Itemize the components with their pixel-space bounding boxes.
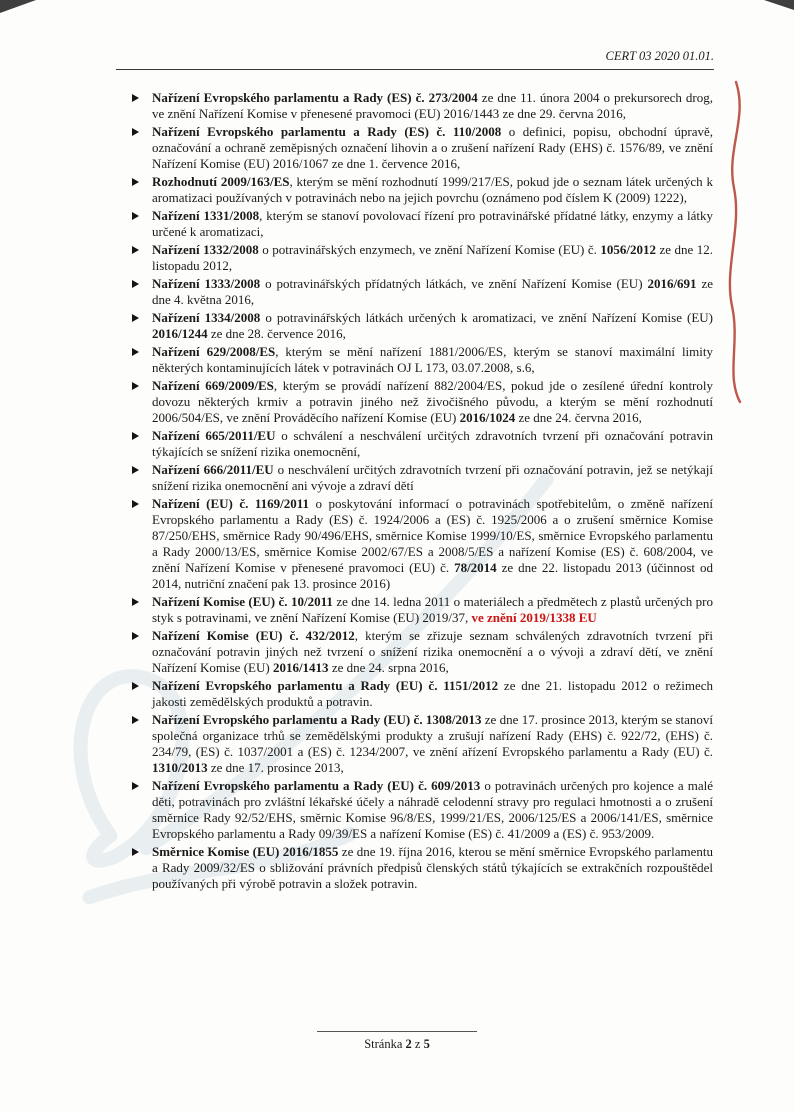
document-header bbox=[116, 49, 714, 64]
regulation-text: ze dne 11. února 2004 o prekursorech drog, ve znění Nařízení Komise v přenesené pravomoci (EU) 2016/1443 ze dne 29. června 2016, bbox=[152, 90, 713, 121]
regulation-reference: Nařízení Evropského parlamentu a Rady (EU) č. 609/2013 bbox=[152, 778, 481, 793]
arrow-bullet-icon bbox=[132, 348, 139, 356]
regulation-reference: 2016/1244 bbox=[152, 326, 208, 341]
regulation-reference: Nařízení Evropského parlamentu a Rady (ES) č. 110/2008 bbox=[152, 124, 502, 139]
regulation-text: o potravinářských přídatných látkách, ve znění Nařízení Komise (EU) bbox=[260, 276, 648, 291]
regulation-text: o poskytování informací o potravinách spotřebitelům, o změně nařízení Evropského parlamentu a Rady (ES) č. 1924/2006 a (ES) č. 1925/2006 a o zrušení směrnice Komise 87/250/EHS, směrnice Rady 90/496/EHS, směrnice Komise 1999/10/ES, směrnice Evropského parlamentu a Rady 2000/13/ES, směrnice Komise 2002/67/ES a 2008/5/ES a nařízení Komise (ES) č. 608/2004, ve znění Nařízení Komise v přenesené pravomoci (EU) č. bbox=[152, 496, 713, 575]
arrow-bullet-icon bbox=[132, 314, 139, 322]
regulation-text: , kterým se stanoví povolovací řízení pro potravinářské přídatné látky, enzymy a látky určené k aromatizaci, bbox=[152, 208, 713, 239]
arrow-bullet-icon bbox=[132, 500, 139, 508]
regulation-item bbox=[131, 344, 713, 376]
regulation-reference: Nařízení 665/2011/EU bbox=[152, 428, 276, 443]
regulation-reference: Nařízení 666/2011/EU bbox=[152, 462, 274, 477]
scan-artifact-top-right bbox=[764, 0, 794, 10]
regulation-text: ze dne 28. července 2016, bbox=[207, 326, 346, 341]
regulation-item bbox=[131, 310, 713, 342]
regulation-reference: 2016/1413 bbox=[272, 660, 329, 675]
regulation-text: , kterým se provádí nařízení 882/2004/ES, pokud jde o zesílené úřední kontroly dovozu některých krmiv a potravin jiného než živočišného původu, a kterým se mění rozhodnutí 2006/504/ES, ve znění Prováděcího nařízení Komise (EU) bbox=[152, 378, 713, 425]
regulation-reference: 1056/2012 bbox=[600, 242, 656, 257]
document-code: CERT 03 2020 01.01. bbox=[605, 49, 714, 63]
regulation-item-text bbox=[152, 208, 713, 239]
regulation-list bbox=[131, 90, 713, 894]
arrow-bullet-icon bbox=[132, 848, 139, 856]
regulation-item bbox=[131, 276, 713, 308]
regulation-text: , kterým se mění rozhodnutí 1999/217/ES, pokud jde o seznam látek určených k aromatizaci používaných v potravinách nebo na jejich povrchu (oznámeno pod číslem K (2009) 1222), bbox=[152, 174, 713, 205]
regulation-text: o potravinářských enzymech, ve znění Nařízení Komise (EU) č. bbox=[258, 242, 601, 257]
regulation-reference: Nařízení Komise (EU) č. 10/2011 bbox=[152, 594, 333, 609]
regulation-text: o potravinářských látkách určených k aromatizaci, ve znění Nařízení Komise (EU) bbox=[260, 310, 713, 325]
arrow-bullet-icon bbox=[132, 280, 139, 288]
regulation-reference: Rozhodnutí 2009/163/ES bbox=[152, 174, 290, 189]
regulation-item bbox=[131, 628, 713, 676]
regulation-text: o potravinách určených pro kojence a malé děti, potravinách pro zvláštní lékařské účely a náhradě celodenní stravy pro regulaci hmotnosti a o zrušení směrnice Rady 92/52/EHS, směrnic Komise 96/8/ES, 1999/21/ES, 2006/125/ES a 2006/141/ES, směrnice Evropského parlamentu a Rady 09/39/ES a nařízení Komise (ES) č. 41/2009 a (ES) č. 953/2009. bbox=[152, 778, 713, 841]
regulation-reference: Nařízení 629/2008/ES bbox=[152, 344, 276, 359]
regulation-item-text bbox=[152, 496, 713, 591]
total-page-number: 5 bbox=[423, 1037, 430, 1051]
page-footer bbox=[0, 1037, 794, 1052]
regulation-text: ze dne 24. srpna 2016, bbox=[328, 660, 449, 675]
footer-prefix: Stránka bbox=[364, 1037, 406, 1051]
regulation-item-text bbox=[152, 712, 713, 775]
regulation-text: o definici, popisu, obchodní úpravě, označování a ochraně zeměpisných označení lihovin a o zrušení nařízení Rady (EHS) č. 1576/89, ve znění Nařízení Komise (EU) 2016/1067 ze dne 1. července 2016, bbox=[152, 124, 713, 171]
regulation-item bbox=[131, 378, 713, 426]
regulation-reference: Nařízení Evropského parlamentu a Rady (EU) č. 1151/2012 bbox=[152, 678, 499, 693]
regulation-reference: Nařízení 1332/2008 bbox=[152, 242, 259, 257]
regulation-item bbox=[131, 594, 713, 626]
regulation-item-text bbox=[152, 90, 713, 121]
regulation-item bbox=[131, 712, 713, 776]
regulation-item bbox=[131, 428, 713, 460]
arrow-bullet-icon bbox=[132, 466, 139, 474]
regulation-reference: Nařízení (EU) č. 1169/2011 bbox=[152, 496, 310, 511]
regulation-reference: 2016/1024 bbox=[459, 410, 516, 425]
regulation-item-text bbox=[152, 242, 713, 273]
regulation-reference: 2016/691 bbox=[647, 276, 697, 291]
arrow-bullet-icon bbox=[132, 632, 139, 640]
regulation-text: ze dne 4. května 2016, bbox=[152, 276, 714, 307]
regulation-text: , kterým se mění nařízení 1881/2006/ES, kterým se stanoví maximální limity některých kontaminujících látek v potravinách OJ L 173, 03.07.2008, s.6, bbox=[152, 344, 714, 375]
arrow-bullet-icon bbox=[132, 178, 139, 186]
regulation-text: ze dne 19. října 2016, kterou se mění směrnice Evropského parlamentu a Rady 2009/32/ES o sbližování právních předpisů členských států týkajících se extrakčních rozpouštědel používaných při výrobě potravin a složek potravin. bbox=[152, 844, 713, 891]
regulation-item-text bbox=[152, 594, 713, 625]
amendment-note-red: ve znění 2019/1338 EU bbox=[471, 610, 597, 625]
regulation-text: ze dne 14. ledna 2011 o materiálech a předmětech z plastů určených pro styk s potravinami, ve znění Nařízení Komise (EU) 2019/37, bbox=[152, 594, 713, 625]
regulation-item bbox=[131, 496, 713, 592]
regulation-text: ze dne 24. června 2016, bbox=[515, 410, 642, 425]
regulation-item bbox=[131, 174, 713, 206]
regulation-reference: Nařízení 1331/2008 bbox=[152, 208, 260, 223]
regulation-item bbox=[131, 844, 713, 892]
regulation-item bbox=[131, 90, 713, 122]
regulation-item-text bbox=[152, 378, 713, 425]
regulation-item-text bbox=[152, 174, 713, 205]
arrow-bullet-icon bbox=[132, 94, 139, 102]
regulation-text: o neschválení určitých zdravotních tvrzení při označování potravin, jež se netýkají snížení rizika onemocnění ani vývoje a zdraví dětí bbox=[152, 462, 714, 493]
regulation-item-text bbox=[152, 428, 713, 459]
regulation-reference: Nařízení Komise (EU) č. 432/2012 bbox=[152, 628, 355, 643]
regulation-reference: Nařízení Evropského parlamentu a Rady (ES) č. 273/2004 bbox=[152, 90, 478, 105]
regulation-item-text bbox=[152, 344, 713, 375]
footer-divider bbox=[317, 1031, 477, 1032]
regulation-item-text bbox=[152, 778, 713, 841]
regulation-item-text bbox=[152, 310, 713, 341]
arrow-bullet-icon bbox=[132, 212, 139, 220]
arrow-bullet-icon bbox=[132, 598, 139, 606]
regulation-text: ze dne 12. listopadu 2012, bbox=[152, 242, 713, 273]
arrow-bullet-icon bbox=[132, 682, 139, 690]
regulation-text: o schválení a neschválení určitých zdravotních tvrzení při označování potravin týkajících se snížení rizika onemocnění, bbox=[152, 428, 713, 459]
regulation-reference: Směrnice Komise (EU) 2016/1855 bbox=[152, 844, 339, 859]
regulation-item-text bbox=[152, 276, 713, 307]
regulation-text: ze dne 21. listopadu 2012 o režimech jakosti zemědělských produktů a potravin. bbox=[152, 678, 713, 709]
regulation-item-text bbox=[152, 628, 713, 675]
regulation-item bbox=[131, 242, 713, 274]
footer-separator: z bbox=[411, 1037, 424, 1051]
regulation-text: ze dne 17. prosince 2013, bbox=[207, 760, 344, 775]
regulation-reference: Nařízení 1334/2008 bbox=[152, 310, 261, 325]
arrow-bullet-icon bbox=[132, 716, 139, 724]
arrow-bullet-icon bbox=[132, 432, 139, 440]
regulation-text: , kterým se zřizuje seznam schválených zdravotních tvrzení při označování potravin jiných než tvrzení o snížení rizika onemocnění a o vývoji a zdraví dětí, ve znění Nařízení Komise (EU) bbox=[152, 628, 713, 675]
arrow-bullet-icon bbox=[132, 782, 139, 790]
regulation-item bbox=[131, 462, 713, 494]
regulation-item-text bbox=[152, 844, 713, 891]
regulation-item-text bbox=[152, 462, 713, 493]
arrow-bullet-icon bbox=[132, 382, 139, 390]
regulation-reference: 1310/2013 bbox=[152, 760, 208, 775]
header-divider bbox=[116, 69, 714, 70]
regulation-reference: Nařízení 669/2009/ES bbox=[152, 378, 274, 393]
red-pen-mark bbox=[714, 76, 760, 406]
regulation-item bbox=[131, 208, 713, 240]
regulation-reference: Nařízení Evropského parlamentu a Rady (EU) č. 1308/2013 bbox=[152, 712, 482, 727]
regulation-item bbox=[131, 778, 713, 842]
arrow-bullet-icon bbox=[132, 128, 139, 136]
regulation-reference: 78/2014 bbox=[454, 560, 497, 575]
regulation-reference: Nařízení 1333/2008 bbox=[152, 276, 261, 291]
scan-artifact-top-left bbox=[0, 0, 36, 13]
arrow-bullet-icon bbox=[132, 246, 139, 254]
regulation-item bbox=[131, 124, 713, 172]
regulation-item-text bbox=[152, 124, 713, 171]
regulation-text: ze dne 22. listopadu 2013 (účinnost od 2014, nutriční značení pak 13. prosince 2016) bbox=[152, 560, 713, 591]
regulation-item-text bbox=[152, 678, 713, 709]
regulation-item bbox=[131, 678, 713, 710]
regulation-text: ze dne 17. prosince 2013, kterým se stanoví společná organizace trhů se zemědělskými produkty a zrušují nařízení Rady (EHS) č. 922/72, (EHS) č. 234/79, (ES) č. 1037/2001 a (ES) č. 1234/2007, ve znění ařízení Evropského parlamentu a Rady (EU) č. bbox=[152, 712, 713, 759]
current-page-number: 2 bbox=[405, 1037, 412, 1051]
